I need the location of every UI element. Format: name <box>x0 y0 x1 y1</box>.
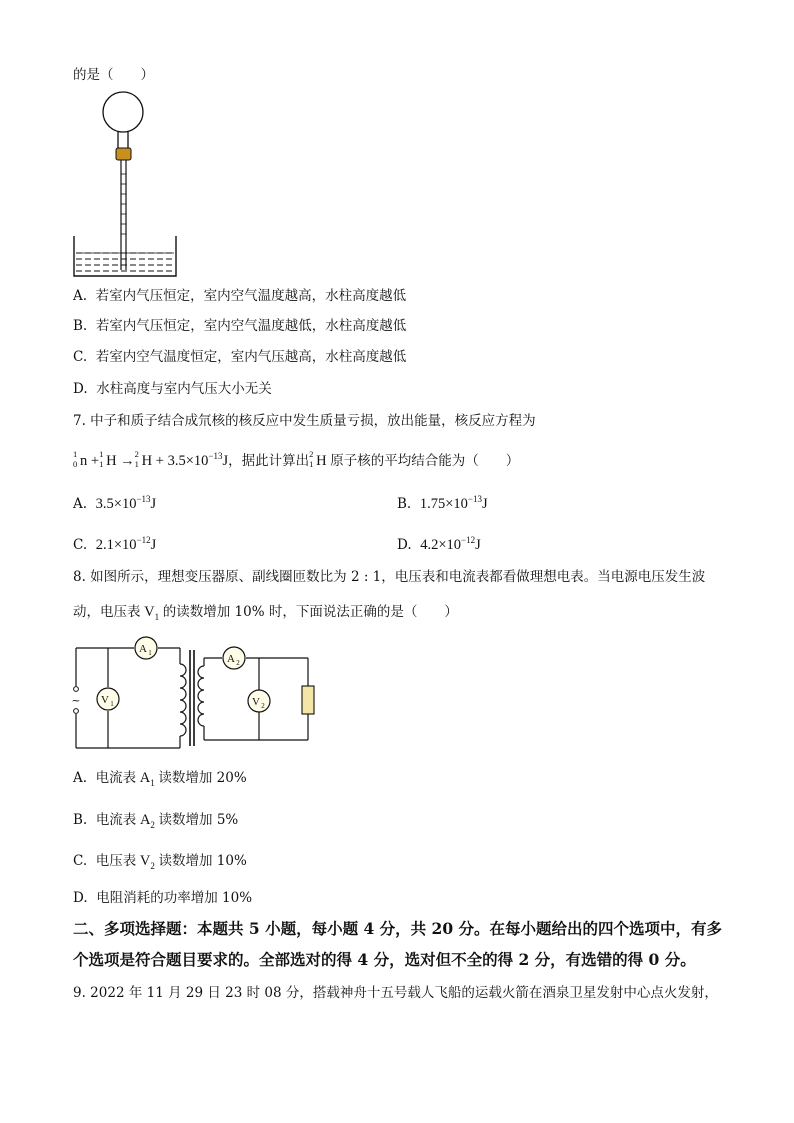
q8-option-c: C. 电压表 $V_2$ 读数增加 10% <box>73 853 247 871</box>
q6-option-a: A. 若室内气压恒定，室内空气温度越高，水柱高度越低 <box>73 288 407 304</box>
svg-text:2: 2 <box>236 659 240 667</box>
q7-option-a: A. $3.5\times 10^{-13}J$ <box>73 494 157 512</box>
ammeter-a1 <box>135 637 157 659</box>
load-resistor <box>302 686 314 714</box>
svg-text:1: 1 <box>148 649 152 657</box>
q7-option-d: D. $4.2\times 10^{-12}J$ <box>397 535 481 553</box>
svg-text:1: 1 <box>110 700 114 708</box>
q8-option-a: A. 电流表 $A_1$ 读数增加 20% <box>73 770 247 788</box>
q6-option-c: C. 若室内空气温度恒定，室内气压越高，水柱高度越低 <box>73 349 407 365</box>
section-2-heading-line-2: 个选项是符合题目要求的。全部选对的得 4 分，选对但不全的得 2 分，有选错的得 0 分。 <box>73 950 696 969</box>
flask-apparatus-figure <box>66 88 186 280</box>
q6-option-d: D. 水柱高度与室内气压大小无关 <box>73 381 272 397</box>
svg-text:2: 2 <box>261 702 265 710</box>
q8-stem-line-1: 8. 如图所示，理想变压器原、副线圈匝数比为 2 : 1，电压表和电流表都看做理想电表。当电源电压发生波 <box>73 569 706 585</box>
q7-nuclear-equation: 1 0 n + 1 1 H → 2 1 $H + 3.5\times 10^{-13}J$，据此计算出 2 1 H 原子核的平均结合能为（ ） <box>73 448 520 469</box>
question-6-stem-tail: 的是（ ） <box>73 67 154 83</box>
ammeter-a2 <box>223 647 245 669</box>
q8-option-b: B. 电流表 $A_2$ 读数增加 5% <box>73 812 239 830</box>
q6-option-b: B. 若室内气压恒定，室内空气温度越低，水柱高度越低 <box>73 318 407 334</box>
svg-text:V: V <box>252 696 260 708</box>
q9-stem: 9. 2022 年 11 月 29 日 23 时 08 分，搭载神舟十五号载人飞船的运载火箭在酒泉卫星发射中心点火发射， <box>73 985 718 1001</box>
voltmeter-v2 <box>248 690 270 712</box>
svg-text:A: A <box>139 643 147 655</box>
q7-option-b: B. $1.75\times 10^{-13}J$ <box>397 494 488 512</box>
svg-text:A: A <box>227 653 235 665</box>
rubber-stopper <box>116 148 131 160</box>
section-2-heading-line-1: 二、多项选择题：本题共 5 小题，每小题 4 分，共 20 分。在每小题给出的四个选项中，有多 <box>73 919 723 938</box>
svg-text:V: V <box>101 694 109 706</box>
q7-stem: 7. 中子和质子结合成氘核的核反应中发生质量亏损，放出能量，核反应方程为 <box>73 413 536 429</box>
q7-option-c: C. $2.1\times 10^{-12}J$ <box>73 535 157 553</box>
ac-source-symbol: ~ <box>71 694 81 707</box>
voltmeter-v1 <box>97 688 119 710</box>
q8-stem-line-2: 动，电压表 $V_1$ 的读数增加 10% 时，下面说法正确的是（ ） <box>73 604 458 622</box>
transformer-circuit-figure <box>66 636 326 754</box>
q8-option-d: D. 电阻消耗的功率增加 10% <box>73 890 253 906</box>
